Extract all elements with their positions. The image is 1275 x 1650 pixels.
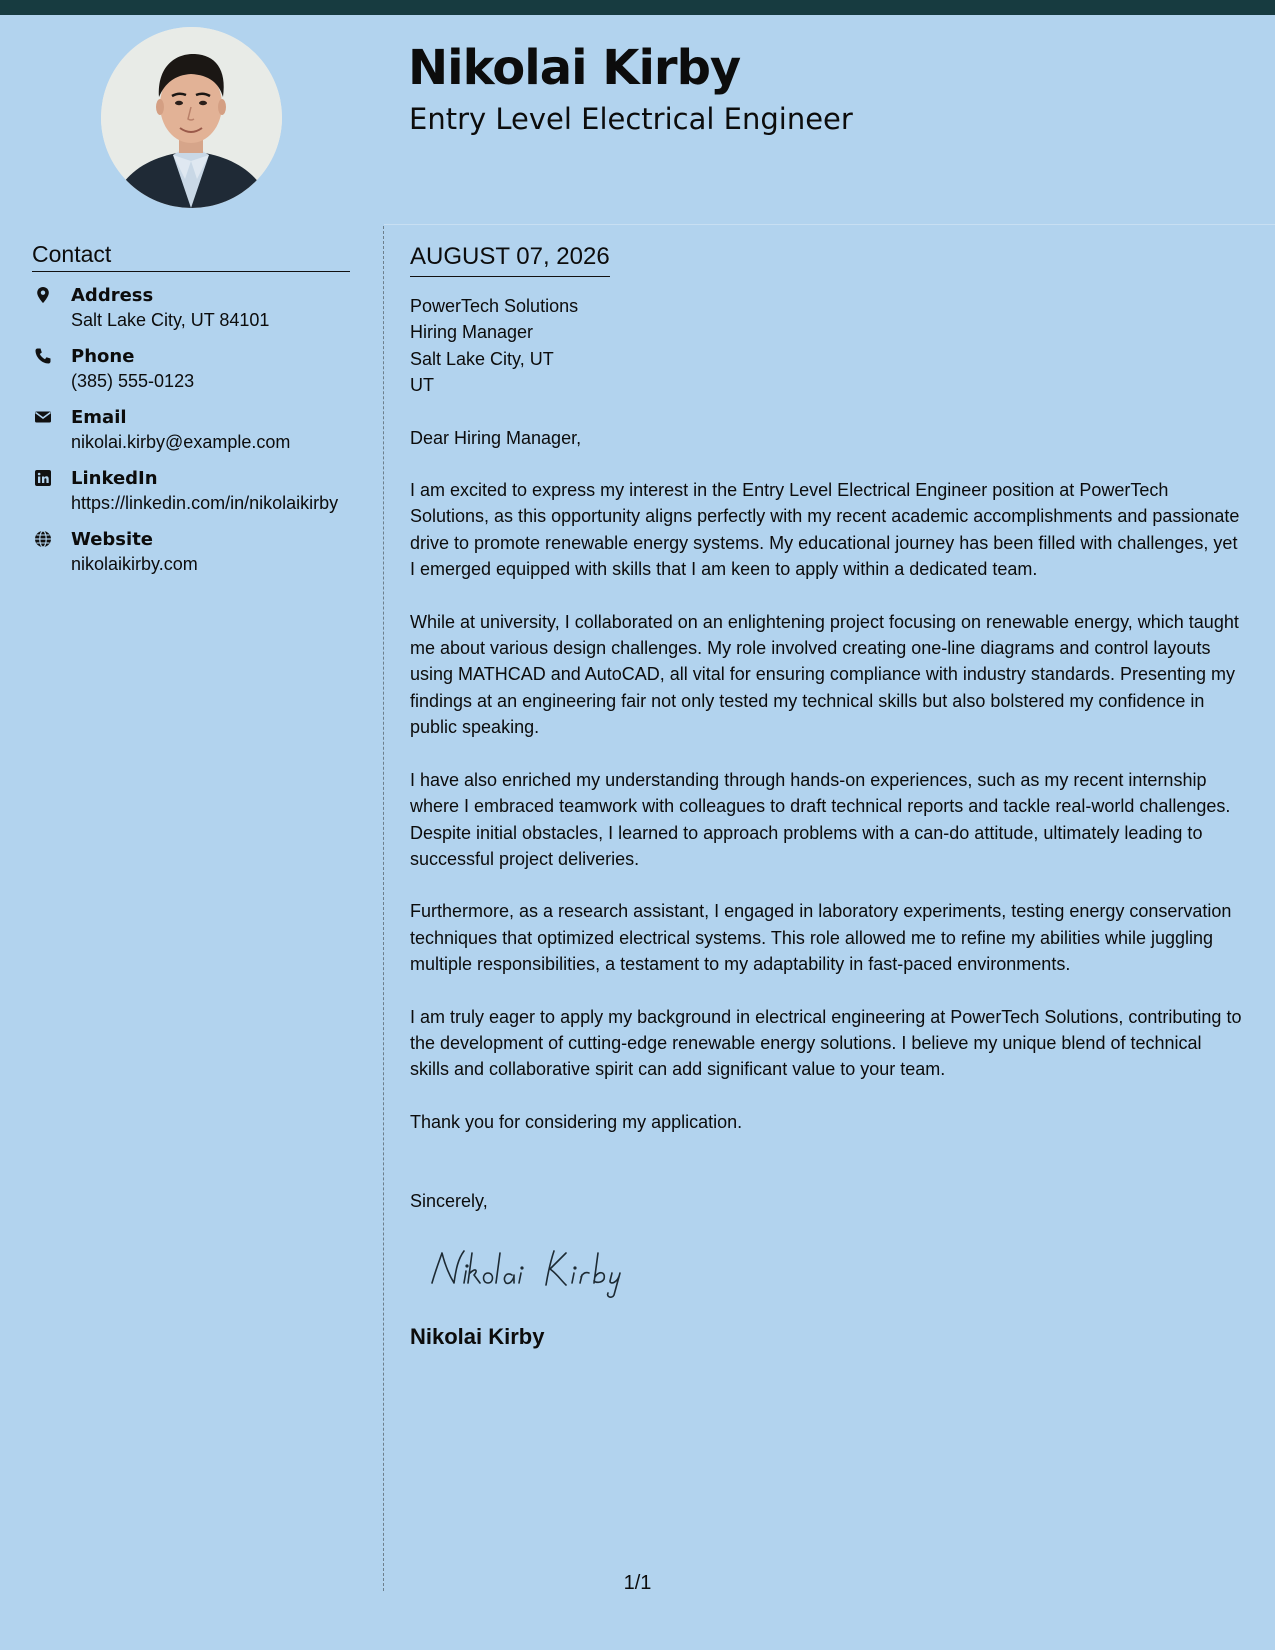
globe-icon — [34, 530, 52, 548]
contact-label: Email — [71, 407, 127, 428]
recipient-block — [410, 293, 1245, 399]
closing-thanks: Thank you for considering my application. — [410, 1111, 743, 1132]
recipient-title: Hiring Manager — [410, 322, 534, 343]
contact-label: Website — [71, 529, 154, 550]
letter-date: AUGUST 07, 2026 — [410, 240, 610, 277]
sign-off: Sincerely, — [410, 1191, 488, 1212]
linkedin-link[interactable]: https://linkedin.com/in/nikolaikirby — [71, 493, 339, 513]
contact-list — [32, 284, 352, 589]
linkedin-icon — [34, 469, 52, 487]
email-link[interactable]: nikolai.kirby@example.com — [71, 432, 291, 452]
letter-body — [410, 240, 1245, 1351]
body-paragraph: I am excited to express my interest in the Entry Level Electrical Engineer position at PowerTech Solutions, as this opportunity aligns perfectly with my recent academic accomplishments and passionate drive to promote renewable energy systems. My educational journey has been filled with challenges, yet I emerged equipped with skills that I am keen to apply within a dedicated team. — [410, 480, 1240, 580]
map-pin-icon — [34, 286, 52, 304]
top-accent-bar — [0, 0, 1275, 15]
body-paragraph: Furthermore, as a research assistant, I engaged in laboratory experiments, testing energy conservation techniques that optimized electrical systems. This role allowed me to refine my abilities while juggling multiple responsibilities, a testament to my adaptability in fast-paced environments. — [410, 901, 1232, 975]
contact-heading: Contact — [32, 240, 350, 272]
applicant-name: Nikolai Kirby — [408, 40, 741, 96]
recipient-company: PowerTech Solutions — [410, 296, 579, 316]
sender-name: Nikolai Kirby — [410, 1323, 545, 1349]
website-link[interactable]: nikolaikirby.com — [71, 554, 198, 574]
body-paragraph: I have also enriched my understanding through hands-on experiences, such as my recent internship where I embraced teamwork with colleagues to draft technical reports and tackle real-world challenges. Despite initial obstacles, I learned to approach problems with a can-do attitude, ultimately leading to successful project deliveries. — [410, 769, 1231, 869]
applicant-job-title: Entry Level Electrical Engineer — [409, 102, 853, 136]
contact-label: Phone — [71, 346, 135, 367]
contact-item-phone — [32, 345, 352, 393]
contact-item-linkedin — [32, 467, 352, 515]
phone-icon — [34, 347, 52, 365]
address-value: Salt Lake City, UT 84101 — [71, 310, 270, 330]
body-paragraph: I am truly eager to apply my background in electrical engineering at PowerTech Solutions, contributing to the development of cutting-edge renewable energy solutions. I believe my unique blend of technical skills and collaborative spirit can add significant value to your team. — [410, 1006, 1242, 1080]
page-number: 1/1 — [623, 1572, 652, 1594]
contact-item-address — [32, 284, 352, 332]
handwritten-signature — [426, 1239, 656, 1299]
header-divider — [384, 224, 1275, 225]
recipient-city: Salt Lake City, UT — [410, 348, 554, 369]
salutation: Dear Hiring Manager, — [410, 427, 582, 448]
column-divider — [383, 226, 384, 1591]
phone-value[interactable]: (385) 555-0123 — [71, 371, 195, 391]
contact-item-email — [32, 406, 352, 454]
envelope-icon — [34, 408, 52, 426]
profile-photo — [101, 27, 282, 208]
recipient-state: UT — [410, 375, 434, 396]
body-paragraph: While at university, I collaborated on an enlightening project focusing on renewable energy, which taught me about various design challenges. My role involved creating one-line diagrams and control layouts using MATHCAD and AutoCAD, all vital for ensuring compliance with industry standards. Presenting my findings at an engineering fair not only tested my technical skills but also bolstered my confidence in public speaking. — [410, 611, 1239, 738]
contact-label: Address — [71, 285, 154, 306]
contact-item-website — [32, 528, 352, 576]
contact-label: LinkedIn — [71, 468, 158, 489]
